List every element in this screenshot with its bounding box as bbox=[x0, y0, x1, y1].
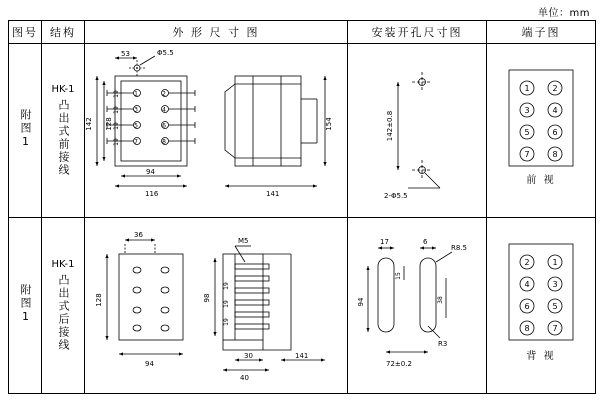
row1-dim-116: 116 bbox=[145, 190, 159, 198]
row1-dim-19c: 19 bbox=[113, 122, 120, 130]
row1-term-2: 2 bbox=[552, 84, 558, 93]
row2-dim-98: 98 bbox=[203, 293, 211, 303]
dimension-table bbox=[8, 20, 596, 394]
row2-term-7: 7 bbox=[552, 324, 558, 333]
row1-term-5: 5 bbox=[524, 128, 530, 137]
row1-term-6: 6 bbox=[552, 128, 558, 137]
row1-dim-19b: 19 bbox=[113, 106, 120, 114]
row2-dim-19b: 19 bbox=[223, 300, 230, 308]
row2-structure bbox=[42, 218, 85, 394]
row1-mount-hole-note: 2-Φ5.5 bbox=[384, 192, 408, 200]
row1-pin-6: 6 bbox=[162, 122, 166, 130]
row2-terminal-cell bbox=[487, 218, 596, 394]
row1-structure-desc: 凸出式前接线 bbox=[57, 99, 70, 177]
row1-term-1: 1 bbox=[524, 84, 530, 93]
row1-dim-hole: Φ5.5 bbox=[157, 49, 174, 57]
header-outline-drawing: 外 形 尺 寸 图 bbox=[85, 21, 348, 44]
row1-structure bbox=[42, 44, 85, 218]
header-figure-no: 图号 bbox=[9, 21, 42, 44]
row2-dim-19a: 19 bbox=[223, 282, 230, 290]
row1-figure-no bbox=[9, 44, 42, 218]
row2-terminal-view-label: 背 视 bbox=[526, 351, 556, 362]
row2-term-3: 3 bbox=[552, 280, 558, 289]
row2-dim-m5: M5 bbox=[238, 237, 249, 245]
table-header-row bbox=[9, 21, 596, 44]
row1-mount-dim: 142±0.8 bbox=[386, 110, 394, 142]
row2-mount-dim-94: 94 bbox=[357, 297, 365, 307]
header-mounting-hole-drawing: 安装开孔尺寸图 bbox=[348, 21, 487, 44]
row1-mounting-svg bbox=[348, 44, 486, 216]
row1-term-4: 4 bbox=[552, 106, 558, 115]
row1-pin-1: 1 bbox=[134, 90, 138, 98]
row1-mounting-cell bbox=[348, 44, 487, 218]
row1-dim-94: 94 bbox=[146, 168, 155, 176]
row1-terminal-svg bbox=[487, 44, 595, 216]
row2-dim-36: 36 bbox=[134, 231, 143, 239]
row2-mount-dim-72: 72±0.2 bbox=[386, 360, 412, 368]
row1-dim-154: 154 bbox=[325, 117, 333, 131]
row1-pin-4: 4 bbox=[162, 106, 166, 114]
row1-outline-cell bbox=[85, 44, 348, 218]
row1-term-7: 7 bbox=[524, 150, 530, 159]
row1-dim-19d: 19 bbox=[113, 138, 120, 146]
row1-pin-2: 2 bbox=[162, 90, 166, 98]
row2-mounting-svg bbox=[348, 218, 486, 392]
row2-terminal-svg bbox=[487, 218, 595, 392]
row1-dim-top: 53 bbox=[121, 50, 130, 58]
row2-term-2: 2 bbox=[524, 258, 530, 267]
row1-terminal-view-label: 前 视 bbox=[526, 175, 556, 186]
row2-dim-128: 128 bbox=[95, 293, 103, 307]
row2-term-6: 6 bbox=[524, 302, 530, 311]
unit-note: 单位：mm bbox=[538, 8, 590, 19]
row2-term-5: 5 bbox=[552, 302, 558, 311]
row1-terminal-cell bbox=[487, 44, 596, 218]
row2-mount-dim-r85: R8.5 bbox=[451, 244, 467, 252]
row2-mounting-cell bbox=[348, 218, 487, 394]
header-terminal-drawing: 端子图 bbox=[487, 21, 596, 44]
row1-structure-code: HK-1 bbox=[51, 84, 75, 95]
row2-mount-dim-r3: R3 bbox=[438, 340, 448, 348]
row2-term-1: 1 bbox=[552, 258, 558, 267]
row1-pin-8: 8 bbox=[162, 138, 166, 146]
row2-dim-40: 40 bbox=[240, 374, 249, 382]
row1-dim-142: 142 bbox=[85, 117, 93, 131]
header-structure: 结构 bbox=[42, 21, 85, 44]
row1-term-8: 8 bbox=[552, 150, 558, 159]
row1-dim-128: 128 bbox=[105, 117, 113, 131]
row2-dim-19c: 19 bbox=[223, 318, 230, 326]
row2-mount-dim-17: 17 bbox=[380, 238, 389, 246]
row2-term-4: 4 bbox=[524, 280, 530, 289]
row2-mount-dim-15: 15 bbox=[395, 272, 402, 280]
row1-pin-3: 3 bbox=[134, 106, 138, 114]
row1-dim-141: 141 bbox=[266, 190, 280, 198]
table-row bbox=[9, 44, 596, 218]
row2-figure-no-label: 附图1 bbox=[19, 283, 32, 325]
row1-dim-19a: 19 bbox=[113, 90, 120, 98]
row2-outline-cell bbox=[85, 218, 348, 394]
row2-mount-dim-38: 38 bbox=[437, 296, 444, 304]
row1-figure-no-label: 附图1 bbox=[19, 108, 32, 150]
row2-structure-desc: 凸出式后接线 bbox=[57, 274, 70, 352]
row1-outline-svg bbox=[85, 44, 347, 216]
row1-term-3: 3 bbox=[524, 106, 530, 115]
row2-mount-dim-6: 6 bbox=[423, 238, 428, 246]
row1-pin-5: 5 bbox=[134, 122, 138, 130]
row2-structure-code: HK-1 bbox=[51, 259, 75, 270]
row1-pin-7: 7 bbox=[134, 138, 138, 146]
table-row bbox=[9, 218, 596, 394]
row2-dim-30: 30 bbox=[244, 352, 253, 360]
row2-figure-no bbox=[9, 218, 42, 394]
row2-dim-94: 94 bbox=[145, 360, 154, 368]
row2-outline-svg bbox=[85, 218, 347, 392]
row2-term-8: 8 bbox=[524, 324, 530, 333]
row2-dim-141: 141 bbox=[295, 352, 309, 360]
